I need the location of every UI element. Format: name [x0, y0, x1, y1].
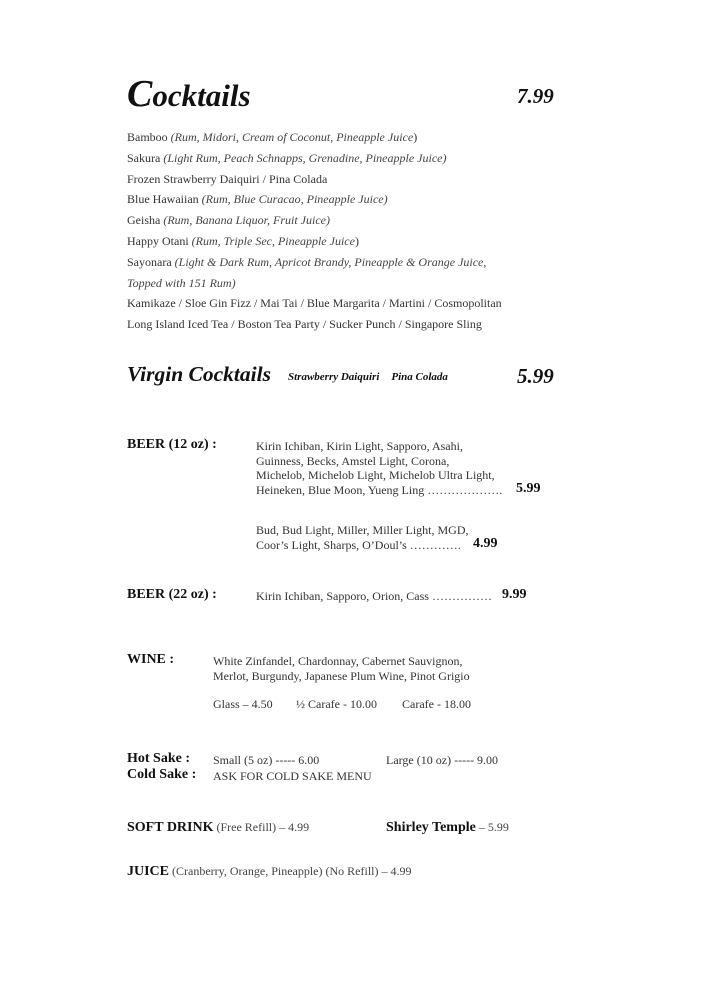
shirley-temple-label: Shirley Temple: [386, 820, 476, 835]
cocktail-item: [127, 127, 502, 148]
cocktails-price: 7.99: [517, 84, 554, 108]
cocktails-title-rest: ocktails: [152, 78, 251, 113]
cocktail-item: [127, 148, 502, 169]
cocktail-item: [127, 273, 502, 294]
beer-12oz-group2-price: 4.99: [473, 536, 498, 551]
wine-label: WINE :: [127, 652, 175, 667]
cocktail-name: Geisha: [127, 213, 164, 228]
wine-line: Merlot, Burgundy, Japanese Plum Wine, Pinot Grigio: [213, 668, 470, 683]
wine-glass-price: Glass – 4.50: [213, 697, 273, 711]
virgin-item: Strawberry Daiquiri: [288, 371, 380, 383]
shirley-temple-row: [386, 818, 509, 836]
cocktail-name: Sakura: [127, 150, 164, 165]
beer-12oz-group1: [256, 439, 502, 497]
beer-line: Heineken, Blue Moon, Yueng Ling ……………….: [256, 482, 503, 497]
juice-note: (Cranberry, Orange, Pineapple) (No Refill) – 4.99: [169, 864, 412, 878]
cocktail-ingredients-close: ): [354, 233, 359, 248]
wine-line: White Zinfandel, Chardonnay, Cabernet Sauvignon,: [213, 654, 463, 668]
shirley-temple-note: – 5.99: [475, 820, 509, 834]
cocktail-list: [127, 127, 502, 335]
cocktail-name: Blue Hawaiian: [127, 192, 202, 207]
virgin-price: 5.99: [517, 364, 554, 388]
cocktail-ingredients: (Rum, Midori, Cream of Coconut, Pineapple Juice: [170, 130, 414, 144]
virgin-cocktails-items: [288, 371, 448, 383]
cocktail-ingredients-close: ): [413, 130, 418, 144]
juice-label: JUICE: [127, 864, 170, 879]
soft-drink-label: SOFT DRINK: [127, 820, 214, 835]
cold-sake-label: Cold Sake :: [127, 767, 197, 782]
virgin-item: Pina Colada: [391, 371, 448, 383]
cocktail-name: Frozen Strawberry Daiquiri / Pina Colada: [127, 171, 328, 186]
cocktail-name: Happy Otani: [127, 233, 192, 248]
juice-row: [127, 862, 412, 880]
hot-sake-small: Small (5 oz) ----- 6.00: [213, 753, 320, 767]
cocktail-item: [127, 293, 502, 314]
virgin-cocktails-title: Virgin Cocktails: [127, 362, 271, 386]
beer-line: Michelob, Michelob Light, Michelob Ultra Light,: [256, 468, 495, 482]
cocktail-item: [127, 231, 502, 252]
soft-drink-note: (Free Refill) – 4.99: [213, 820, 310, 834]
hot-sake-label: Hot Sake :: [127, 751, 190, 766]
cocktail-name: Long Island Iced Tea / Boston Tea Party / Sucker Punch / Singapore Sling: [127, 317, 482, 332]
cocktail-name: Bamboo: [127, 130, 171, 144]
beer-line: Bud, Bud Light, Miller, Miller Light, MGD,: [256, 523, 469, 537]
cocktail-ingredients: (Light Rum, Peach Schnapps, Grenadine, Pineapple Juice): [163, 150, 447, 165]
beer-line: Kirin Ichiban, Kirin Light, Sapporo, Asahi,: [256, 439, 463, 453]
soft-drink-row: [127, 818, 309, 836]
cocktails-title: [127, 72, 251, 116]
cold-sake-text: ASK FOR COLD SAKE MENU: [213, 769, 372, 783]
cocktail-ingredients: (Rum, Triple Sec, Pineapple Juice: [191, 233, 355, 248]
cocktail-ingredients: (Rum, Blue Curacao, Pineapple Juice): [201, 192, 388, 207]
cocktail-item: [127, 210, 502, 231]
beer-12oz-label: BEER (12 oz) :: [127, 437, 217, 452]
cocktail-item: [127, 169, 502, 190]
beer-22oz-label: BEER (22 oz) :: [127, 587, 217, 602]
cocktail-ingredients: (Rum, Banana Liquor, Fruit Juice): [163, 213, 330, 228]
beer-22oz-price: 9.99: [502, 587, 527, 602]
cocktails-title-initial: C: [127, 73, 153, 115]
wine-carafe-price: Carafe - 18.00: [402, 697, 471, 711]
beer-line: Guinness, Becks, Amstel Light, Corona,: [256, 453, 450, 468]
cocktail-name: Kamikaze / Sloe Gin Fizz / Mai Tai / Blue Margarita / Martini / Cosmopolitan: [127, 296, 502, 311]
beer-12oz-group2: [256, 523, 469, 552]
cocktail-item: [127, 314, 502, 335]
hot-sake-large: Large (10 oz) ----- 9.00: [386, 753, 499, 767]
cocktail-ingredients: (Light & Dark Rum, Apricot Brandy, Pineapple & Orange Juice,: [174, 254, 487, 269]
cocktail-ingredients: Topped with 151 Rum): [127, 275, 236, 290]
cocktail-item: [127, 252, 502, 273]
cocktail-item: [127, 189, 502, 210]
cocktail-name: Sayonara: [127, 254, 175, 269]
beer-line: Coor’s Light, Sharps, O’Doul’s ………….: [256, 537, 461, 552]
beer-12oz-group1-price: 5.99: [516, 481, 541, 496]
wine-half-carafe-price: ½ Carafe - 10.00: [296, 697, 377, 711]
beer-22oz-text: Kirin Ichiban, Sapporo, Orion, Cass ……………: [256, 589, 492, 603]
wine-list: [213, 654, 470, 683]
